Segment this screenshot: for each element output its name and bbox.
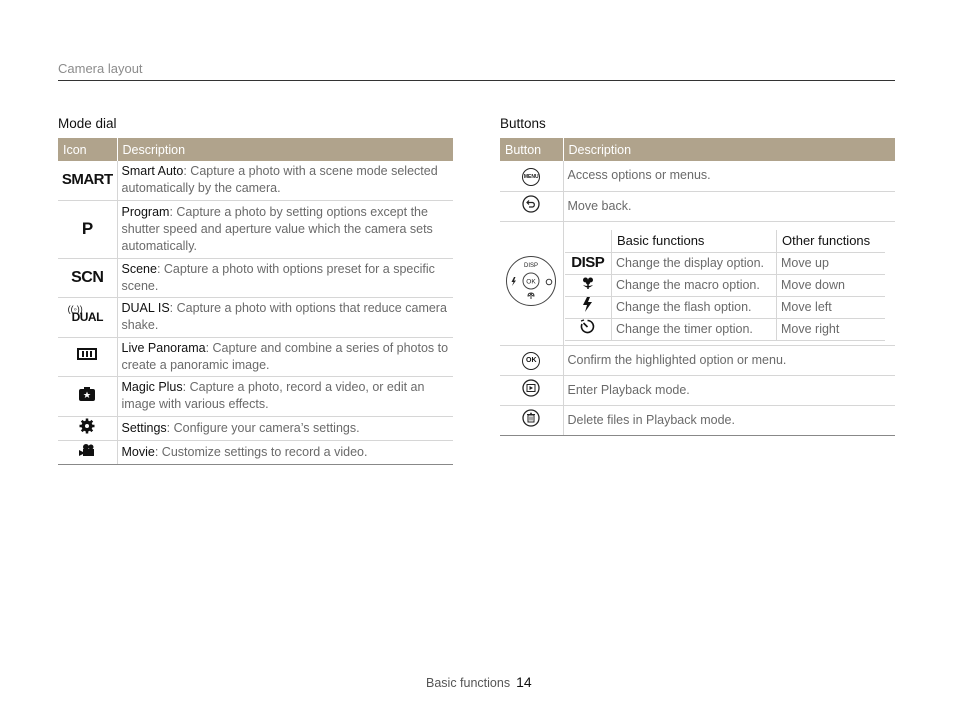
- svg-text:OK: OK: [526, 278, 536, 285]
- mode-term: Program: [121, 204, 170, 219]
- mode-desc: : Capture a photo with options preset for a specific scene.: [121, 261, 435, 293]
- mode-term: Settings: [121, 420, 167, 435]
- mode-dial-table: [58, 138, 453, 465]
- settings-gear-icon: [79, 418, 95, 434]
- dpad-functions-table: [565, 230, 885, 341]
- svg-text:DISP: DISP: [524, 262, 539, 269]
- header-divider: [58, 80, 895, 81]
- playback-icon: [522, 379, 540, 397]
- basic-function: Change the macro option.: [612, 274, 777, 296]
- flash-icon: [582, 297, 594, 312]
- mode-dial-title: Mode dial: [58, 116, 117, 131]
- page-footer: [426, 674, 532, 690]
- back-icon: [522, 195, 540, 213]
- mode-desc: : Capture and combine a series of photos to create a panoramic image.: [121, 340, 449, 372]
- basic-function: Change the timer option.: [612, 318, 777, 340]
- col-header-icon: Icon: [58, 138, 117, 161]
- delete-desc: Delete files in Playback mode.: [563, 405, 895, 435]
- mode-desc: : Customize settings to record a video.: [154, 444, 368, 459]
- other-function: Move down: [777, 274, 885, 296]
- col-header-description: Description: [117, 138, 453, 161]
- mode-term: DUAL IS: [121, 301, 170, 315]
- mode-term: Smart Auto: [121, 164, 184, 179]
- other-function: Move up: [777, 252, 885, 274]
- mode-desc: : Capture a photo with options that reduce camera shake.: [121, 301, 447, 332]
- other-function: Move right: [777, 318, 885, 340]
- mode-term: Magic Plus: [121, 380, 183, 394]
- mode-desc: : Capture a photo, record a video, or edit an image with various effects.: [121, 380, 425, 411]
- live-panorama-icon: [77, 347, 97, 361]
- dual-is-icon: ((◦)) DUAL: [67, 303, 103, 324]
- col-header-other-functions: Other functions: [777, 230, 885, 253]
- buttons-table: [500, 138, 895, 436]
- page-section-label: Camera layout: [58, 61, 143, 76]
- magic-plus-icon: [78, 386, 96, 402]
- macro-flower-icon: [581, 276, 595, 290]
- other-function: Move left: [777, 296, 885, 318]
- delete-trash-icon: [522, 409, 540, 427]
- ok-button-icon: OK: [522, 352, 540, 370]
- mode-desc: : Capture a photo by setting options except the shutter speed and aperture value which the camera sets automatically.: [121, 204, 433, 253]
- smart-auto-icon: SMART: [61, 171, 113, 189]
- mode-term: Live Panorama: [121, 340, 206, 355]
- diagonal-header-cell: [565, 230, 612, 253]
- scene-icon: SCN: [71, 268, 104, 286]
- basic-function: Change the display option.: [612, 252, 777, 274]
- mode-desc: : Configure your camera’s settings.: [166, 420, 360, 435]
- col-header-description: Description: [563, 138, 895, 161]
- disp-icon: DISP: [571, 254, 605, 271]
- navigation-dpad-icon: [505, 255, 557, 307]
- menu-button-icon: MENU: [522, 168, 540, 186]
- timer-icon: [580, 319, 595, 334]
- movie-camera-icon: [78, 443, 96, 457]
- page-number: 14: [516, 674, 532, 690]
- footer-section: Basic functions: [426, 676, 511, 690]
- col-header-basic-functions: Basic functions: [612, 230, 777, 253]
- menu-desc: Access options or menus.: [563, 161, 895, 191]
- ok-desc: Confirm the highlighted option or menu.: [563, 345, 895, 375]
- mode-term: Scene: [121, 261, 157, 276]
- mode-desc: : Capture a photo with a scene mode selected automatically by the camera.: [121, 164, 438, 196]
- mode-term: Movie: [121, 444, 155, 459]
- back-desc: Move back.: [563, 191, 895, 221]
- playback-desc: Enter Playback mode.: [563, 375, 895, 405]
- program-icon: P: [81, 218, 93, 238]
- col-header-button: Button: [500, 138, 563, 161]
- basic-function: Change the flash option.: [612, 296, 777, 318]
- buttons-title: Buttons: [500, 116, 546, 131]
